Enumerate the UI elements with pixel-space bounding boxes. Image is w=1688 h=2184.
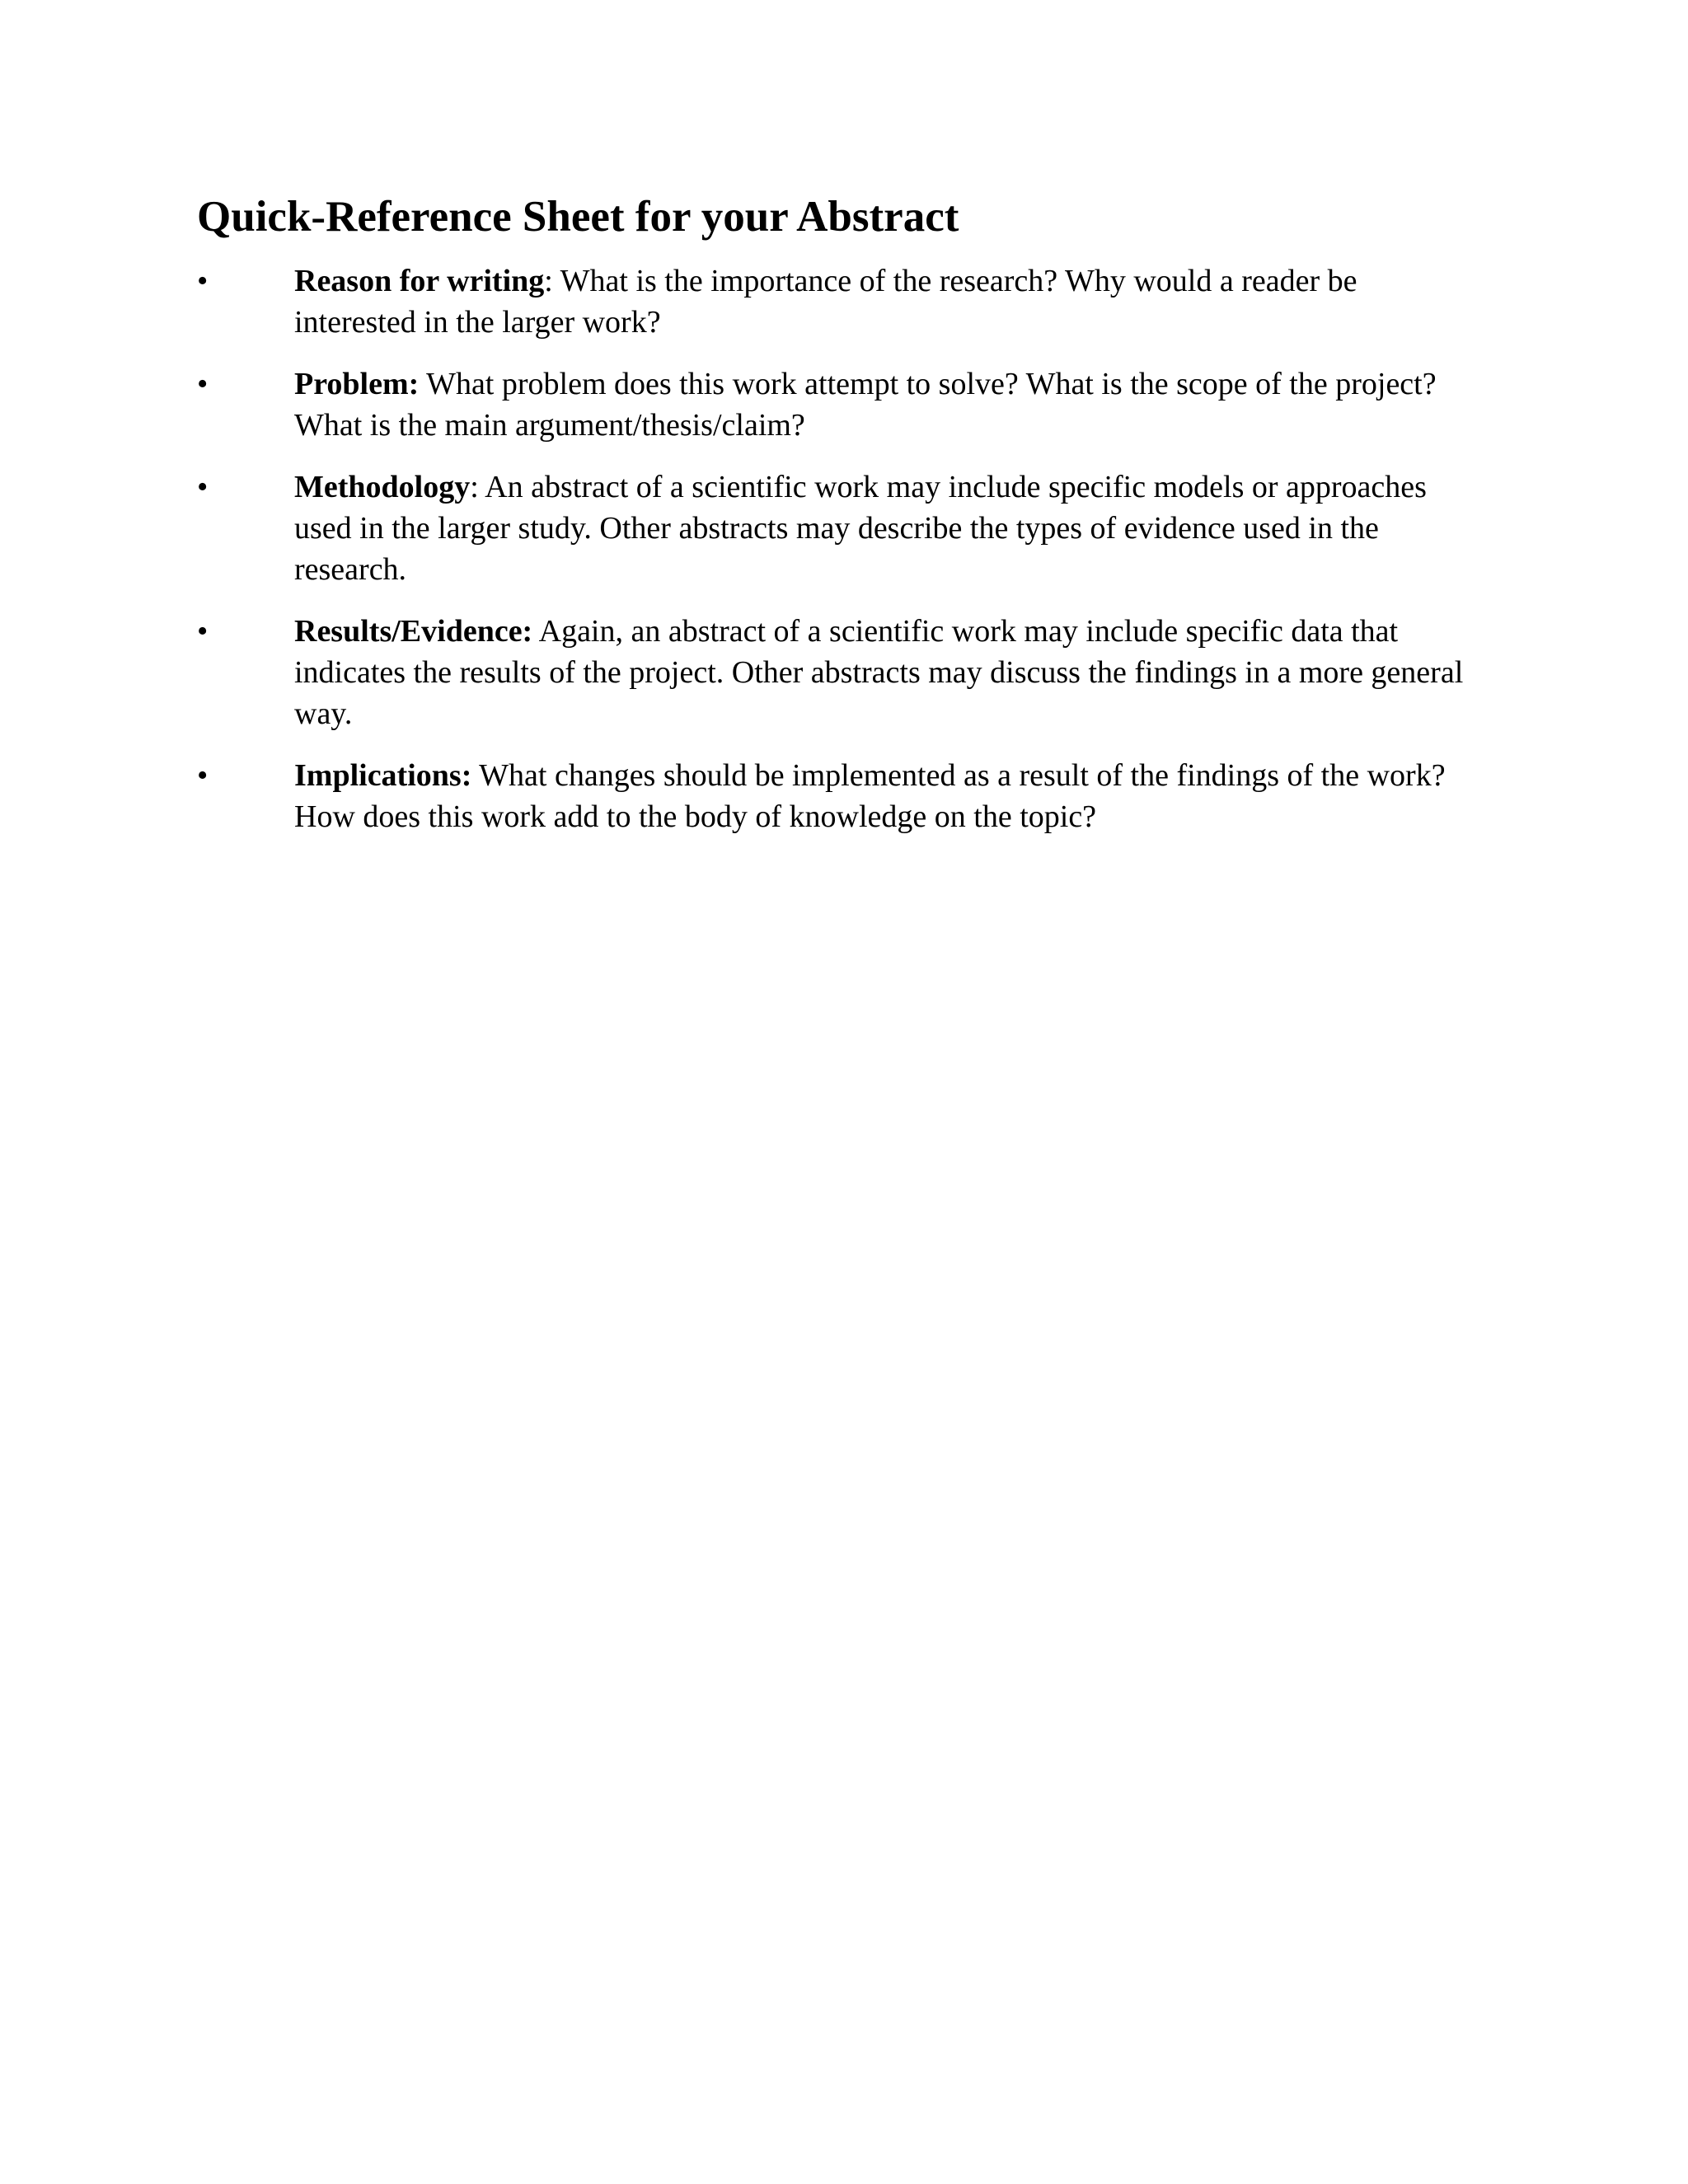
item-text: : An abstract of a scientific work may include specific models or approaches used in the larger study. Other abstracts may describe the types of evidence used in the research. bbox=[294, 470, 1427, 587]
item-term: Reason for writing bbox=[294, 264, 545, 298]
item-term: Problem: bbox=[294, 367, 420, 401]
bullet-icon: • bbox=[197, 614, 209, 649]
list-item-reason-for-writing bbox=[197, 260, 1483, 343]
page-title: Quick-Reference Sheet for your Abstract bbox=[197, 193, 959, 241]
list-item-implications bbox=[197, 755, 1483, 837]
item-text: : What is the importance of the research? Why would a reader be interested in the larger work? bbox=[294, 264, 1357, 340]
item-text: Again, an abstract of a scientific work may include specific data that indicates the results of the project. Other abstracts may discuss the findings in a more general way. bbox=[294, 614, 1464, 731]
item-term: Methodology bbox=[294, 470, 471, 504]
list-item-methodology bbox=[197, 466, 1483, 590]
bullet-icon: • bbox=[197, 264, 209, 298]
item-text: What changes should be implemented as a result of the findings of the work? How does this work add to the body of knowledge on the topic? bbox=[294, 758, 1446, 834]
bullet-icon: • bbox=[197, 367, 209, 401]
document-content bbox=[197, 191, 1483, 858]
abstract-checklist bbox=[197, 260, 1483, 837]
list-item-problem bbox=[197, 363, 1483, 446]
list-item-results-evidence bbox=[197, 611, 1483, 734]
bullet-icon: • bbox=[197, 758, 209, 793]
bullet-icon: • bbox=[197, 470, 209, 504]
item-text: What problem does this work attempt to solve? What is the scope of the project? What is the main argument/thesis/claim? bbox=[294, 367, 1437, 443]
item-term: Implications: bbox=[294, 758, 472, 793]
item-term: Results/Evidence: bbox=[294, 614, 533, 649]
